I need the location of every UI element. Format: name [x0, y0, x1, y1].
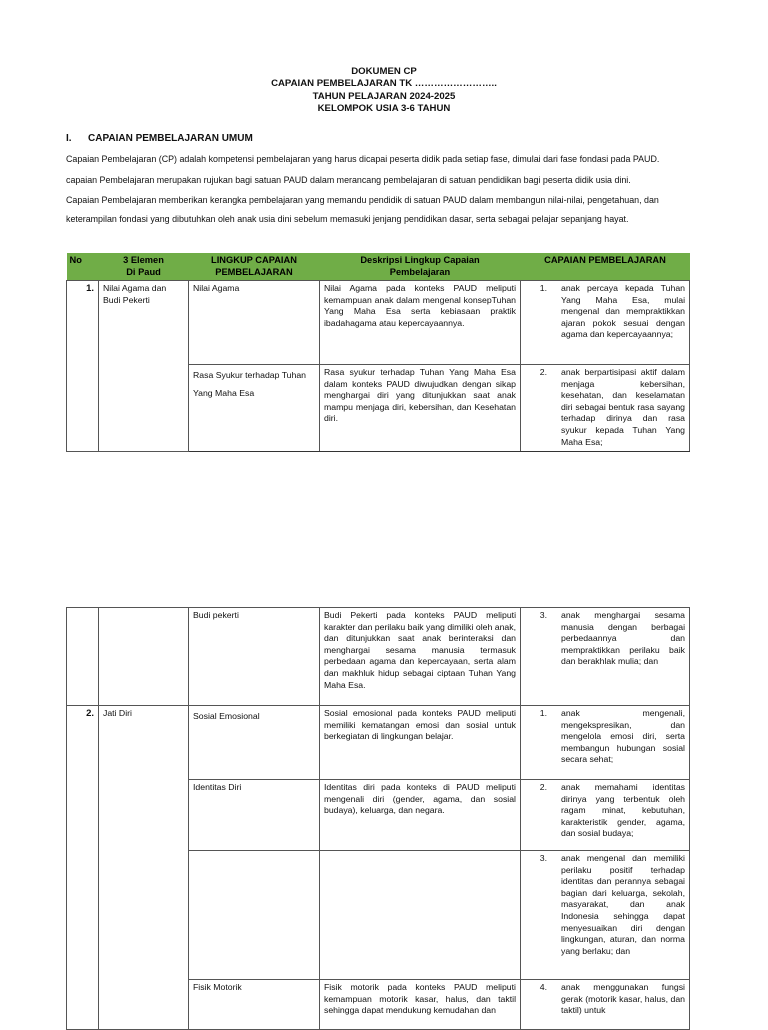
row-deskripsi: [320, 851, 521, 980]
row-deskripsi: Fisik motorik pada konteks PAUD meliputi kemampuan motorik kasar, halus, dan taktil sehingga dapat mendukung kemudahan dan: [320, 980, 521, 1030]
header-elemen: 3 Elemen Di Paud: [99, 253, 189, 281]
section-title: CAPAIAN PEMBELAJARAN UMUM: [88, 133, 253, 144]
paragraph-1: Capaian Pembelajaran (CP) adalah kompetensi pembelajaran yang harus dicapai peserta didik pada setiap fase, dimulai dari fase fondasi pada PAUD.: [66, 154, 660, 164]
row-elemen: Nilai Agama dan Budi Pekerti: [99, 281, 189, 452]
table-row: [67, 608, 690, 706]
table-row: [67, 281, 690, 365]
paragraph-4: keterampilan fondasi yang dibutuhkan oleh anak usia dini sebelum memasuki jenjang pendidikan dasar, serta sebagai pelajar sepanjang hayat.: [66, 214, 629, 224]
table-header-row: [67, 253, 690, 281]
row-lingkup: Budi pekerti: [189, 608, 320, 706]
row-deskripsi: Rasa syukur terhadap Tuhan Yang Maha Esa dalam konteks PAUD diwujudkan dengan sikap menghargai diri yang ditunjukkan saat anak mampu menjaga diri, kebersihan, dan Kesehatan diri.: [320, 365, 521, 452]
row-capaian: 2. anak memahami identitas dirinya yang terbentuk oleh ragam minat, kebutuhan, karakteristik gender, agama, dan sosial budaya;: [521, 780, 690, 851]
row-number: [67, 608, 99, 706]
row-lingkup: [189, 851, 320, 980]
row-deskripsi: Budi Pekerti pada konteks PAUD meliputi karakter dan perilaku baik yang dimiliki oleh anak, dan ditunjukkan saat anak berinteraksi dan menghargai sesama manusia termasuk perbedaan agama dan kepercayaan, serta alam dan makhluk hidup sebagai ciptaan Tuhan Yang Maha Esa.: [320, 608, 521, 706]
row-lingkup: Identitas Diri: [189, 780, 320, 851]
row-deskripsi: Sosial emosional pada konteks PAUD meliputi memiliki kematangan emosi dan sosial untuk berkegiatan di lingkungan belajar.: [320, 706, 521, 780]
row-capaian: 2. anak berpartisipasi aktif dalam menjaga kebersihan, kesehatan, dan keselamatan diri sebagai bentuk rasa sayang terhadap dirinya dan rasa syukur kepada Tuhan Yang Maha Esa;: [521, 365, 690, 452]
row-capaian: 3. anak mengenal dan memiliki perilaku positif terhadap identitas dan perannya sebagai bagian dari keluarga, sekolah, masyarakat, dan anak Indonesia sehingga dapat menyesuaikan diri dengan lingkungan, aturan, dan norma yang berlaku; dan: [521, 851, 690, 980]
section-heading: [66, 133, 253, 144]
row-capaian: 1. anak percaya kepada Tuhan Yang Maha Esa, mulai mengenal dan mempraktikkan ajaran pokok sesuai dengan agama dan kepercayaannya;: [521, 281, 690, 365]
row-deskripsi: Identitas diri pada konteks di PAUD meliputi mengenali diri (gender, agama, dan sosial budaya), keluarga, dan negara.: [320, 780, 521, 851]
header-capaian: CAPAIAN PEMBELAJARAN: [521, 253, 690, 281]
row-lingkup: Rasa Syukur terhadap Tuhan Yang Maha Esa: [189, 365, 320, 452]
row-elemen: [99, 608, 189, 706]
section-number: I.: [66, 133, 72, 144]
row-lingkup: Fisik Motorik: [189, 980, 320, 1030]
row-capaian: 1. anak mengenali, mengekspresikan, dan mengelola emosi diri, serta membangun hubungan sosial secara sehat;: [521, 706, 690, 780]
row-lingkup: Nilai Agama: [189, 281, 320, 365]
doc-year: TAHUN PELAJARAN 2024-2025: [312, 90, 456, 102]
document-header: [0, 66, 768, 116]
row-capaian: 4. anak menggunakan fungsi gerak (motorik kasar, halus, dan taktil) untuk: [521, 980, 690, 1030]
row-capaian: 3. anak menghargai sesama manusia dengan berbagai perbedaannya dan mempraktikkan perilaku baik dan berakhlak mulia; dan: [521, 608, 690, 706]
header-no: No: [67, 253, 99, 281]
doc-age-group: KELOMPOK USIA 3-6 TAHUN: [317, 103, 451, 115]
doc-title: DOKUMEN CP: [351, 66, 417, 77]
paragraph-2: capaian Pembelajaran merupakan rujukan bagi satuan PAUD dalam merancang pembelajaran di satuan pendidikan bagi peserta didik usia dini.: [66, 175, 631, 185]
paragraph-3: Capaian Pembelajaran memberikan kerangka pembelajaran yang memandu pendidik di satuan PAUD dalam membangun nilai-nilai, pengetahuan, dan: [66, 195, 659, 205]
row-number: 1.: [67, 281, 99, 452]
header-lingkup: LINGKUP CAPAIAN PEMBELAJARAN: [189, 253, 320, 281]
table-row: [67, 706, 690, 780]
row-deskripsi: Nilai Agama pada konteks PAUD meliputi kemampuan anak dalam mengenal konsepTuhan Yang Maha Esa serta kebiasaan praktik ibadahagama atau kepercayaannya.: [320, 281, 521, 365]
cp-table-part-2: [66, 607, 690, 1030]
doc-subtitle: CAPAIAN PEMBELAJARAN TK ……………………..: [271, 78, 497, 90]
row-lingkup: Sosial Emosional: [189, 706, 320, 780]
row-elemen: Jati Diri: [99, 706, 189, 1030]
header-deskripsi: Deskripsi Lingkup Capaian Pembelajaran: [320, 253, 521, 281]
row-number: 2.: [67, 706, 99, 1030]
cp-table-part-1: [66, 253, 690, 452]
